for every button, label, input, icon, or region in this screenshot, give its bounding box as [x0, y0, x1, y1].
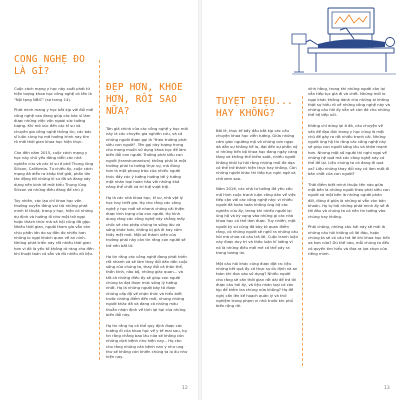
paragraph: Tuy nhiên, các lạo chỉ khoa học vốn thường xuyên đóng vai trò những phát minh kĩ thuật, trong y học, hiện có những dự định và hướng đi như một trở ngại hoặc thách thức mà xã hội cũng đã gặp. Nhiều thời gian, người tham gia vẫn còn chịu phần lớn do sự đắn đo nhiều hơn những lo ngại khách quan về an ninh. Những phát triển này rất nhiều thời gian hơn vì đó là yếu tố không rõ ràng cho đến khi thuật toán có sẵn và đủ nhiều dữ liệu.: [14, 197, 94, 256]
paragraph: Phải chăng, những câu hỏi này sẽ mãi là những câu hỏi không có lời đáp, hoặc chúng ta sẽ có câu trả lời khi khoa học tiến xa hơn nữa? Dù thế nào, mỗi chúng ta đều có quyền tìm hiểu và đưa ra lựa chọn của riêng mình.: [308, 224, 390, 256]
right-page-column-1: [216, 96, 298, 386]
paragraph: Họ tin rằng họ có thể quy định được các hướng đi của khoa học về y tế mai sau, họ tin rằng chẳng bao lâu nữa sẽ không còn những dịch bệnh như hiện nay... Họ còn cho rằng những căn bệnh nan y như ung thư sẽ không còn khiến chúng ta lo âu như hiện nay.: [106, 322, 188, 360]
section-heading: TUYỆT DIỆU... HAY KHÔNG?: [216, 96, 293, 119]
section-heading: ĐẸP HƠN, KHỎE HƠN, RỒI SAO NỮA?: [106, 82, 183, 117]
paragraph: Tân giả chính của các công nghệ y học mới này là các chuyên gia nghiên cứu, và cả những người được gọi là "theo trường phái siêu con người". Tên gọi này tượng trưng cho mong muốn sử dụng khoa học để làm biến đổi con người. Trường phái siêu con người (transhumanism) không phải là một trường phái tư tưởng thực sự, mà đúng hơn là một phong trào của nhiều người thúc đẩy các ý tưởng hướng tới ý tưởng một nhân loại hoàn hảo với những khả năng thể chất và trí tuệ vượt trội.: [106, 126, 188, 190]
column-divider: [99, 60, 100, 360]
column-divider: [302, 96, 303, 366]
paragraph: Cho đến năm 2015, cuộc cách mạng y học này chủ yếu đóng diễn các nhà nghiên cứu và các kĩ sư ở phố Thung lũng Silicon, California. Tư chiều ấy, cuộc cách mạng đã diễn ra khắp thế giới, phần lớn tác động tới những kĩ sư đã và đang xây dựng nền kinh tế mới kiểu Thung lũng Silicon và những điều đáng để chú ý.: [14, 149, 94, 193]
paragraph: Phát minh mang y học bắt kịp với đổi mới công nghệ cao đang giúp các bác sĩ làm được những việc vốn ngoài sức tưởng tượng. Khi mở xúc đến các kĩ sư và chuyên gia công nghệ thông tin, các bác sĩ luôn cùng họ mở hướng trình nay tìm rõ mới thời gian khoa học hiện thực.: [14, 107, 94, 145]
left-page: [0, 0, 198, 400]
right-page: [202, 0, 400, 400]
paragraph: Họ là các nhà khoa học, kĩ sư, nhà vật lý học hay triết gia. Họ cho rằng các công nghệ y học mới sẽ nhanh chóng cải thiện được tình trạng của con người. Họ hình dung răng các công nghệ này chẳng mấy chốc sẽ cho phép chúng ta sống lâu và sống khỏe hơn, không bị già đi hay cảm thấy mệt mỏi. Một số thành viên của trường phái này còn tin rằng con người sẽ trở nên bất tử.: [106, 195, 186, 248]
left-page-column-1: [14, 54, 94, 374]
paragraph: Bởi lẽ, thực tế bấy đầu bắt kịp các cấu chuyện khoa học viễn tưởng. Giữa những cảm giác ngưỡng mộ vô những cơn ngạc dà dẫn sự không hề lo, đạt đến sự phẫn nộ vì những tiến bộ khoa học đang ngày càng tăng và không thể kiểm soát, nhiều người không khỏi tự hỏi rằng những mối đe dọa có thể trở thành hiện thực hay không. Còn những người khác thì tiếp tục nghi ngờ và chờ xem sao.: [216, 128, 298, 181]
paragraph: Cuộc cách mạng y học này xuất phát từ hiện tượng khoa học công nghệ có tên là "Nội tạng NBIC" (sơ trang 14).: [14, 86, 92, 102]
paragraph: Không chỉ dừng lại ở đó, câu chuyện về vấn đề đạo đức trong y học cũng là một chủ đề gây ra rất nhiều tranh cãi. Những người ủng hộ tin rằng các công nghệ này sẽ giúp con người sống lâu và khỏe mạnh hơn. Nhưng một số người thì nghi ngại về những hệ quả mà các công nghệ này có thể để lại. Liệu chúng ta có đang đi quá xa? Liệu những thay đổi này có làm mất đi bản chất của con người?: [308, 123, 390, 176]
section-heading: CÔNG NGHỆ ĐÓ LÀ GÌ?: [14, 54, 86, 77]
page-number: 13: [384, 386, 390, 391]
left-page-column-2: [106, 82, 188, 382]
paragraph: Thời điểm biết mình thuộc tên nào giữa một bên là những người theo phái siêu con người và một bên là những người phản đối, đứng ở giữa là những ai vẫn còn băn khoăn. Họ tự hỏi những phát minh ấy sẽ đi tới đâu và chúng ta có nên tin tưởng vào chúng hay không.: [308, 181, 390, 219]
paragraph: Một câu hỏi khác cũng được đặt ra: liệu những kết quả ấy có thực sự ổn định và an toàn khi đưa vào sử dụng? Nhiều người cho rằng sẽ cần thời gian rất dài để trả lời được câu hỏi ấy, và liệu nhân loại có còn kịp để kiểm tra chúng nữa không? Họ đề nghị cần lên kế hoạch quản lý và thử nghiệm trong phạm vi nhỏ trước khi phổ biến rộng rãi.: [216, 260, 298, 309]
person-lying-under-scanner-illustration: [288, 4, 400, 82]
paragraph: vĩnh hằng, trong khi những người còn lại vẫn tiếp tục già đi và chết. Những mối lo ngại khác không dành cho những ai không thật sự hiểu rõ về những công nghệ này và những câu hỏi ấy vẫn sẽ còn đó cho những thế hệ tiếp nối.: [308, 86, 390, 118]
page-number: 12: [182, 386, 188, 391]
right-page-column-2: [308, 86, 390, 386]
paragraph: Họ tin rằng các công nghệ đang phát triển rất nhanh và sẽ làm thay đổi dần dần cuộc sống của chúng ta, thay đổi cả thân thể, thần kinh, não bộ, những giác quan... và tất cả những điều ấy sẽ giúp con người chúng ta đạt được mức sống lý tưởng nhất. Họ là những người bày tỏ được những cấp độ về nhận thức và hiểu biết trước những điểm đến mới, nhưng những người khác đã và đang có những mâu thuẫn nhận định về tính lợi hại của những biến đổi này.: [106, 253, 188, 317]
paragraph: Năm 2016, các nhà tư tưởng đã yêu cầu mô hình cuộc tranh luận công dân về việc tiếp cận với các công nghệ này: vì nhiều người đã hoàn toàn không ủng hộ các nghiên cứu ấy, trong khi nhiều người lại ủng hộ và kỳ vọng vào những gì các nhà khoa học có thể làm được. Tuy nhiên, một người kỹ sư cũng đã bày tỏ quan điểm rằng, có những người sẽ nghĩ ra những câu hỏi mà chưa có câu trả lời. Cuộc tranh luận này được duy trì và thảo luận kĩ lưỡng vì nó là những điều mới mẻ có thể xảy ra trong tương lai.: [216, 186, 298, 256]
